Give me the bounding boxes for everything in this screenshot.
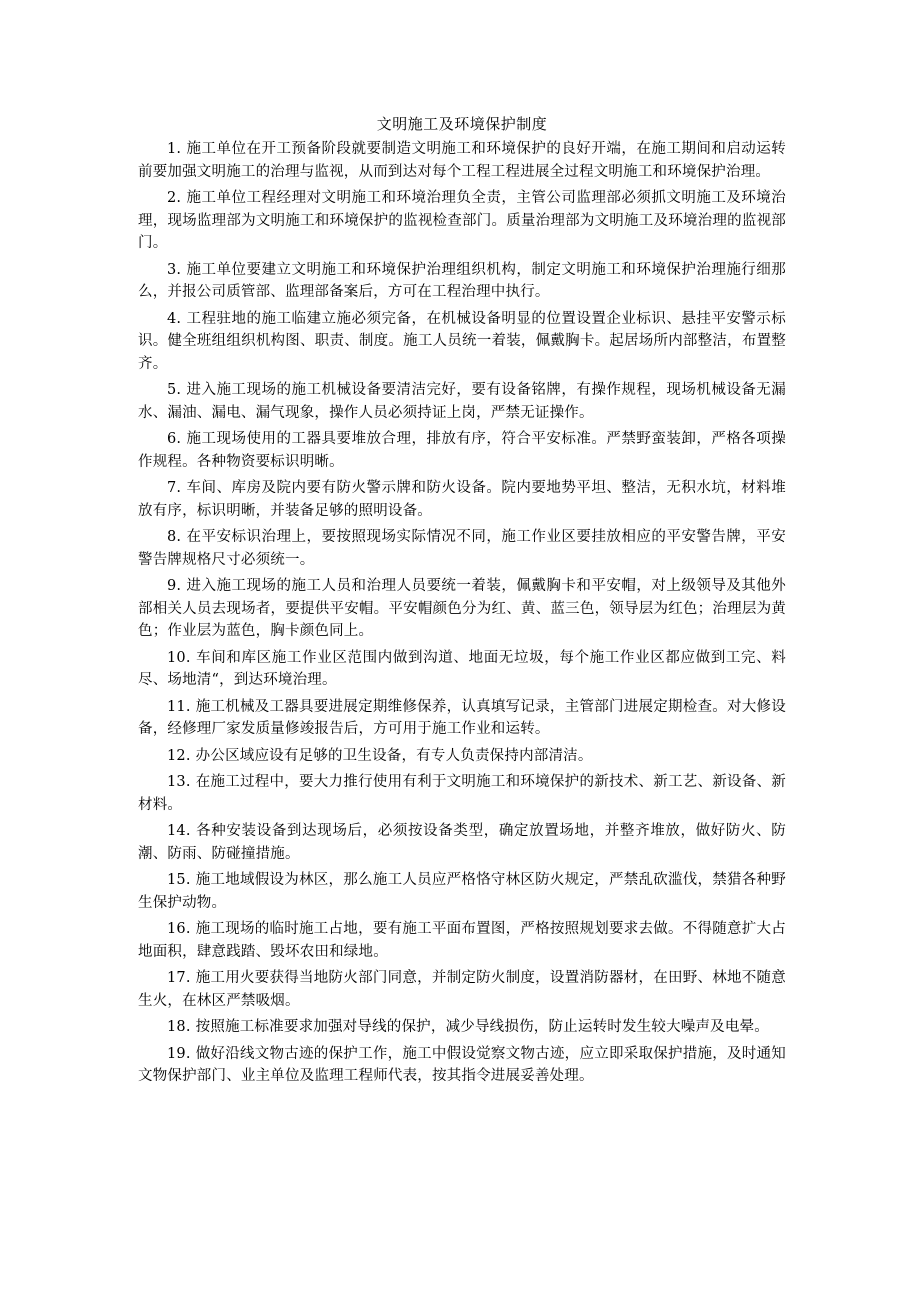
clause-text: 在平安标识治理上，要按照现场实际情况不同，施工作业区要挂放相应的平安警告牌，平安警告牌规格尺寸必须统一。 <box>138 529 786 568</box>
clause-text: 施工现场使用的工器具要堆放合理，排放有序，符合平安标准。严禁野蛮装卸，严格各项操作规程。各种物资要标识明晰。 <box>138 431 786 470</box>
clause-text: 按照施工标准要求加强对导线的保护，减少导线损伤，防止运转时发生较大噪声及电晕。 <box>195 1019 769 1035</box>
clause-number: 14. <box>167 823 191 839</box>
clause-number: 9. <box>167 578 182 594</box>
clause-paragraph <box>138 869 786 914</box>
clause-text: 进入施工现场的施工人员和治理人员要统一着装，佩戴胸卡和平安帽，对上级领导及其他外部相关人员去现场者，要提供平安帽。平安帽颜色分为红、黄、蓝三色，领导层为红色；治理层为黄色；作业层为蓝色，胸卡颜色同上。 <box>138 578 786 639</box>
clause-text: 进入施工现场的施工机械设备要清洁完好，要有设备铭牌，有操作规程，现场机械设备无漏水、漏油、漏电、漏气现象，操作人员必须持证上岗，严禁无证操作。 <box>138 382 786 421</box>
clause-paragraph <box>138 379 786 424</box>
clause-number: 11. <box>167 698 191 715</box>
clause-paragraph <box>138 428 786 473</box>
clause-paragraph <box>138 259 786 304</box>
clause-text: 施工机械及工器具要进展定期维修保养，认真填写记录，主管部门进展定期检查。对大修设备，经修理厂家发质量修竣报告后，方可用于施工作业和运转。 <box>138 698 786 737</box>
clause-paragraph <box>138 918 786 963</box>
clause-paragraph <box>138 308 786 376</box>
clause-text: 做好沿线文物古迹的保护工作，施工中假设觉察文物古迹，应立即采取保护措施，及时通知文物保护部门、业主单位及监理工程师代表，按其指令进展妥善处理。 <box>138 1045 786 1084</box>
clause-paragraph <box>138 1016 786 1039</box>
clause-paragraph <box>138 187 786 255</box>
clause-number: 13. <box>167 774 191 790</box>
clause-paragraph <box>138 477 786 522</box>
clause-paragraph <box>138 647 786 692</box>
clause-text: 施工单位要建立文明施工和环境保护治理组织机构，制定文明施工和环境保护治理施行细那么，并报公司质管部、监理部备案后，方可在工程治理中执行。 <box>138 261 786 300</box>
document-title: 文明施工及环境保护制度 <box>376 115 548 133</box>
clause-number: 6. <box>167 431 182 447</box>
clause-number: 16. <box>167 921 191 937</box>
clause-text: 施工单位在开工预备阶段就要制造文明施工和环境保护的良好开端，在施工期间和启动运转前要加强文明施工的治理与监视，从而到达对每个工程工程进展全过程文明施工和环境保护治理。 <box>138 141 786 180</box>
clause-text: 工程驻地的施工临建立施必须完备，在机械设备明显的位置设置企业标识、悬挂平安警示标识。健全班组组织机构图、职责、制度。施工人员统一着装，佩戴胸卡。起居场所内部整洁，布置整齐。 <box>138 310 786 372</box>
clause-number: 1. <box>167 141 182 157</box>
clause-paragraph <box>138 820 786 865</box>
clause-paragraph <box>138 771 786 816</box>
clause-number: 18. <box>167 1019 191 1035</box>
clause-number: 10. <box>167 649 191 666</box>
clause-paragraph <box>138 745 786 768</box>
clause-number: 17. <box>167 970 191 986</box>
document-page <box>138 112 786 1092</box>
clause-number: 15. <box>167 872 191 888</box>
clause-text: 车间和库区施工作业区范围内做到沟道、地面无垃圾，每个施工作业区都应做到工完、料尽、场地清“，到达环境治理。 <box>138 649 786 688</box>
clause-text: 施工现场的临时施工占地，要有施工平面布置图，严格按照规划要求去做。不得随意扩大占地面积，肆意践踏、毁坏农田和绿地。 <box>138 921 786 960</box>
clause-number: 2. <box>167 190 182 206</box>
clause-number: 8. <box>167 529 182 545</box>
clause-paragraph <box>138 696 786 741</box>
clause-text: 在施工过程中，要大力推行使用有利于文明施工和环境保护的新技术、新工艺、新设备、新材料。 <box>138 774 786 813</box>
clause-number: 4. <box>167 310 182 327</box>
clause-number: 5. <box>167 382 182 398</box>
clause-paragraph <box>138 138 786 183</box>
clause-text: 施工单位工程经理对文明施工和环境治理负全责，主管公司监理部必须抓文明施工及环境治理，现场监理部为文明施工和环境保护的监视检查部门。质量治理部为文明施工及环境治理的监视部门。 <box>138 190 786 251</box>
clause-text: 各种安装设备到达现场后，必须按设备类型，确定放置场地，并整齐堆放，做好防火、防潮、防雨、防碰撞措施。 <box>138 823 786 862</box>
clause-paragraph <box>138 575 786 643</box>
clause-text: 办公区域应设有足够的卫生设备，有专人负责保持内部清洁。 <box>195 747 593 764</box>
clause-number: 3. <box>167 261 182 278</box>
clause-text: 车间、库房及院内要有防火警示牌和防火设备。院内要地势平坦、整洁，无积水坑，材料堆放有序，标识明晰，并装备足够的照明设备。 <box>138 480 786 519</box>
clause-paragraph <box>138 967 786 1012</box>
clause-number: 12. <box>167 747 191 764</box>
clause-number: 7. <box>167 480 182 496</box>
clause-list <box>138 138 786 1088</box>
clause-paragraph <box>138 526 786 571</box>
clause-text: 施工地域假设为林区，那么施工人员应严格恪守林区防火规定，严禁乱砍滥伐，禁猎各种野生保护动物。 <box>138 872 786 911</box>
clause-number: 19. <box>167 1045 191 1062</box>
clause-paragraph <box>138 1043 786 1088</box>
clause-text: 施工用火要获得当地防火部门同意，并制定防火制度，设置消防器材，在田野、林地不随意生火，在林区严禁吸烟。 <box>138 970 786 1009</box>
